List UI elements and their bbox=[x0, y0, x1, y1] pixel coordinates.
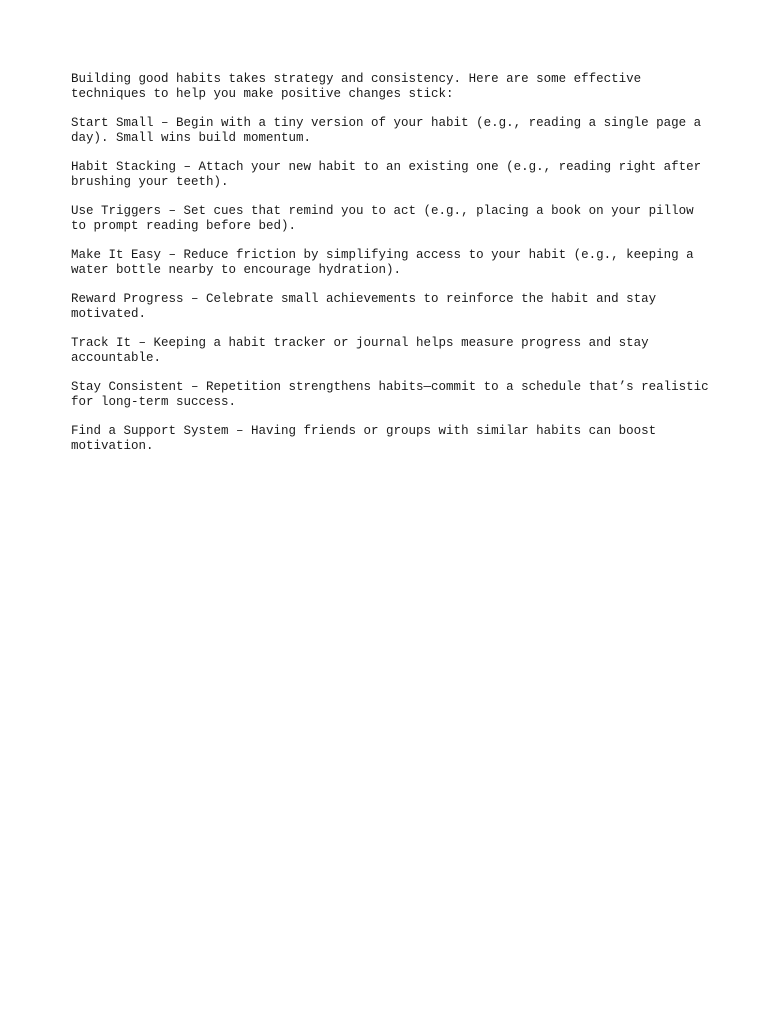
tip-track-it: Track It – Keeping a habit tracker or journal helps measure progress and stay accountable. bbox=[71, 336, 649, 365]
intro-paragraph: Building good habits takes strategy and consistency. Here are some effective techniques to help you make positive changes stick: bbox=[71, 72, 642, 101]
tip-make-it-easy: Make It Easy – Reduce friction by simplifying access to your habit (e.g., keeping a water bottle nearby to encourage hydration). bbox=[71, 248, 694, 277]
tip-start-small: Start Small – Begin with a tiny version of your habit (e.g., reading a single page a day). Small wins build momentum. bbox=[71, 116, 702, 145]
tip-habit-stacking: Habit Stacking – Attach your new habit to an existing one (e.g., reading right after brushing your teeth). bbox=[71, 160, 702, 189]
tip-use-triggers: Use Triggers – Set cues that remind you to act (e.g., placing a book on your pillow to prompt reading before bed). bbox=[71, 204, 694, 233]
document-body bbox=[71, 72, 711, 468]
tip-support-system: Find a Support System – Having friends or groups with similar habits can boost motivation. bbox=[71, 424, 657, 453]
tip-reward-progress: Reward Progress – Celebrate small achievements to reinforce the habit and stay motivated. bbox=[71, 292, 657, 321]
tip-stay-consistent: Stay Consistent – Repetition strengthens habits—commit to a schedule that’s realistic for long-term success. bbox=[71, 380, 709, 409]
